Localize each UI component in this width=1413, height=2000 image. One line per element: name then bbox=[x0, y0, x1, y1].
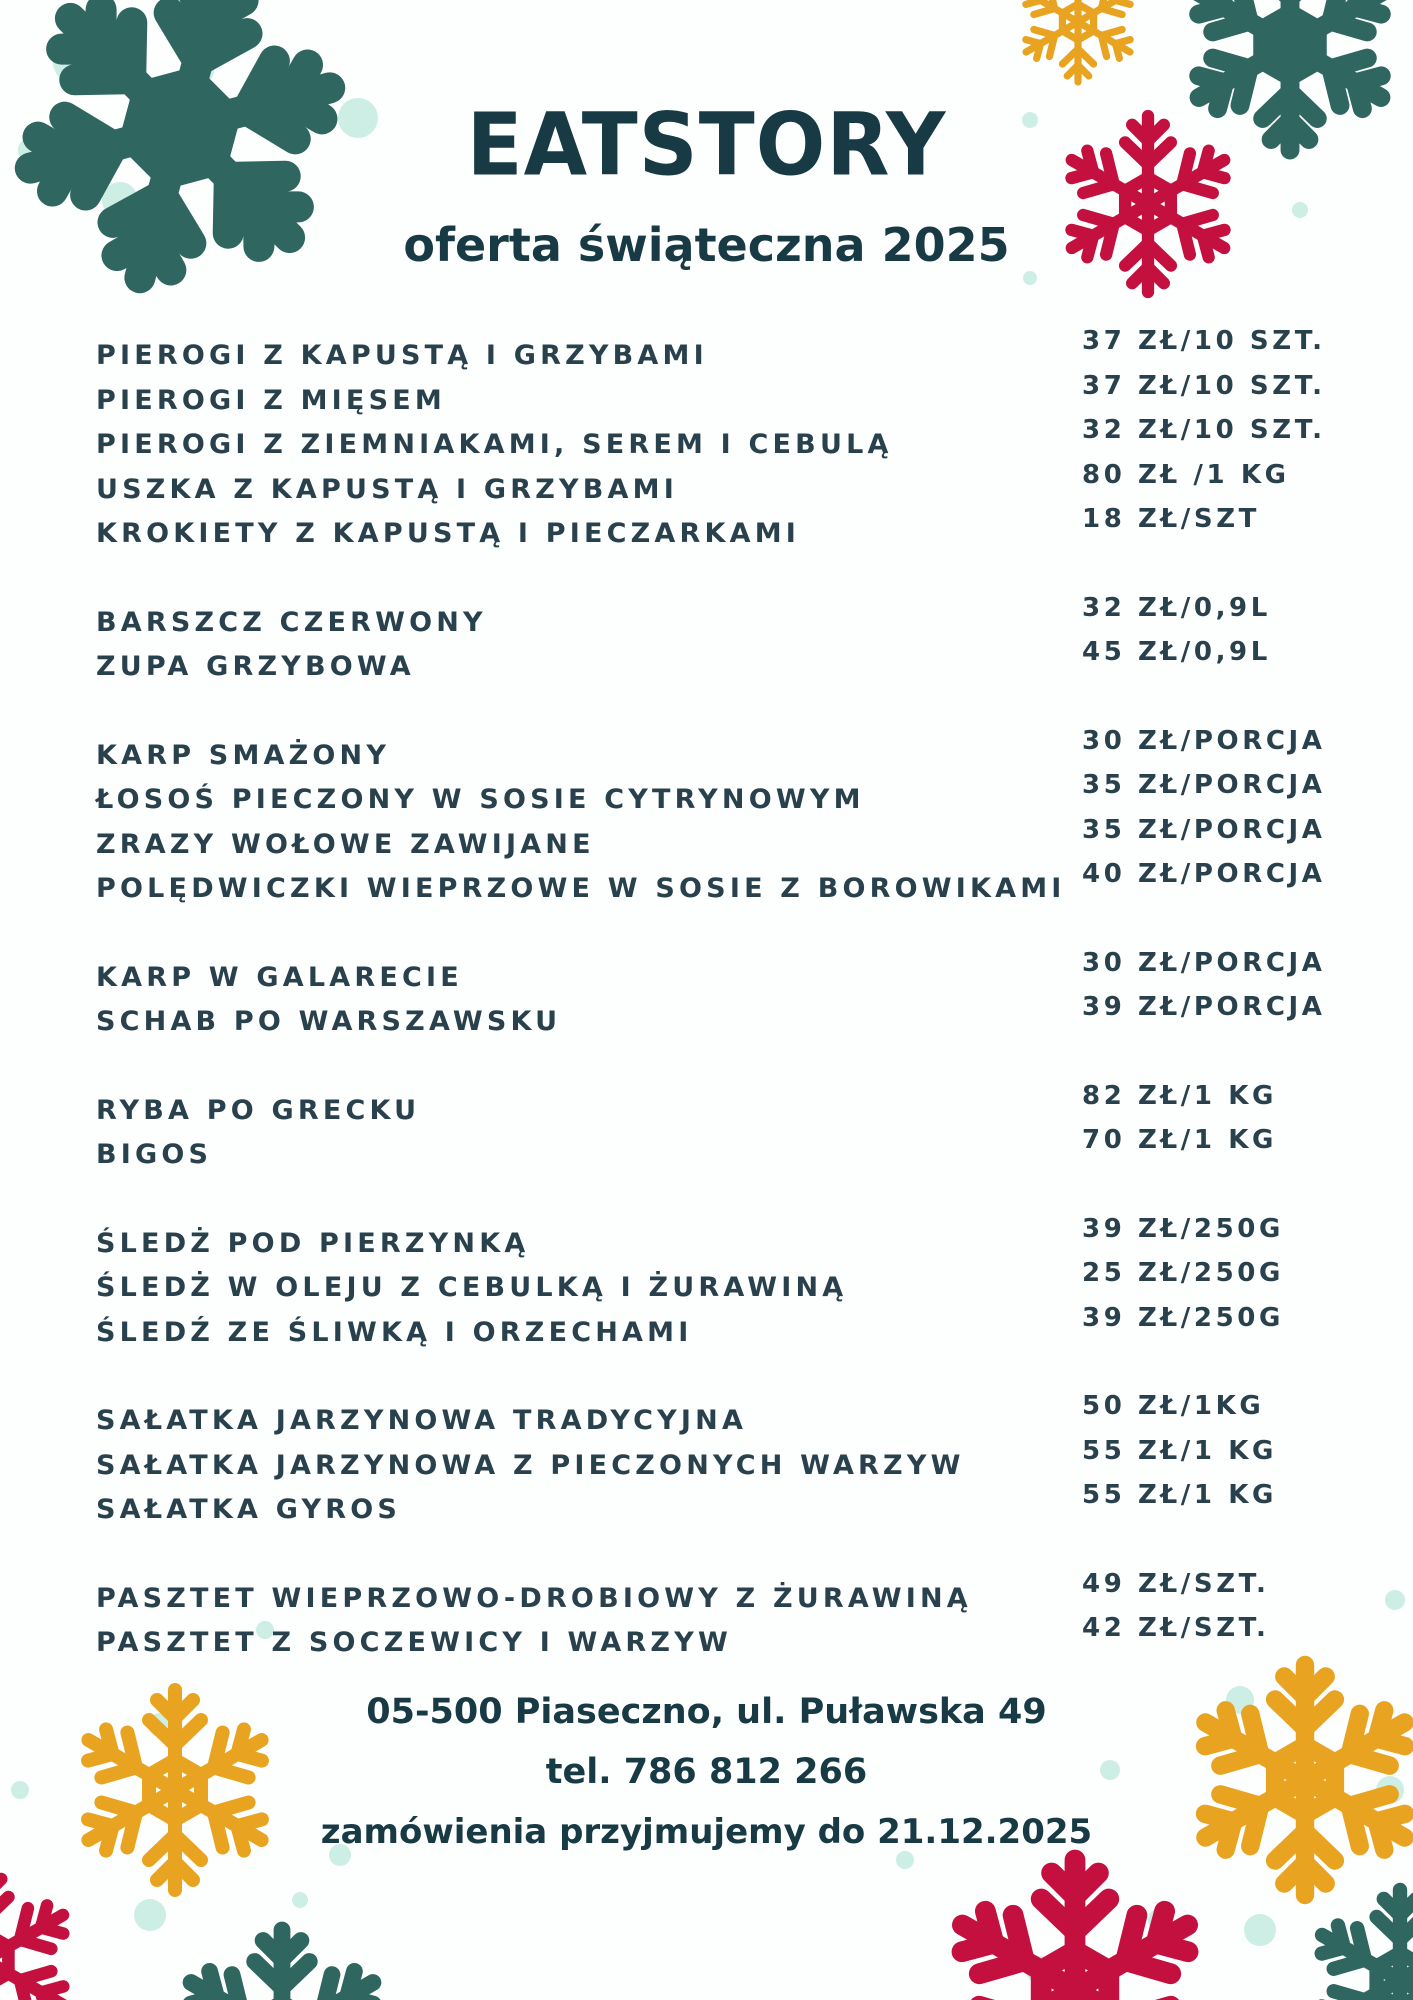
menu-item-name: SAŁATKA JARZYNOWA TRADYCYJNA bbox=[96, 1405, 748, 1436]
menu-item bbox=[96, 859, 1356, 918]
menu-item-price: 82 ZŁ/1 KG bbox=[1082, 1080, 1277, 1111]
snowflake-icon bbox=[177, 1930, 386, 2000]
menu-item-name: SAŁATKA GYROS bbox=[96, 1494, 402, 1525]
menu-item-name: ŚLEDŻ POD PIERZYNKĄ bbox=[96, 1227, 530, 1259]
menu-item bbox=[96, 637, 1356, 696]
menu-group bbox=[96, 947, 1356, 1051]
menu-item-price: 50 ZŁ/1KG bbox=[1082, 1391, 1265, 1421]
menu-item-name: PIEROGI Z ZIEMNIAKAMI, SEREM I CEBULĄ bbox=[96, 429, 893, 460]
page-title: EATSTORY bbox=[466, 95, 947, 196]
menu-group bbox=[96, 1391, 1356, 1539]
snowflake-icon bbox=[1310, 1890, 1413, 2000]
menu-item bbox=[96, 1125, 1356, 1184]
menu-item-name: ZRAZY WOŁOWE ZAWIJANE bbox=[96, 828, 595, 860]
menu-group bbox=[96, 725, 1356, 918]
menu-item-price: 18 ZŁ/SZT bbox=[1082, 504, 1260, 534]
menu-item-name: KROKIETY Z KAPUSTĄ I PIECZARKAMI bbox=[96, 518, 801, 549]
menu-item-name: PASZTET Z SOCZEWICY I WARZYW bbox=[96, 1627, 732, 1658]
footer-address: 05-500 Piaseczno, ul. Puławska 49 bbox=[366, 1692, 1047, 1732]
menu-item-price: 49 ZŁ/SZT. bbox=[1082, 1568, 1270, 1599]
menu-item-price: 30 ZŁ/PORCJA bbox=[1082, 947, 1326, 978]
menu-item-price: 55 ZŁ/1 KG bbox=[1082, 1435, 1277, 1466]
menu-item-price: 32 ZŁ/0,9L bbox=[1082, 592, 1271, 623]
menu-item-price: 37 ZŁ/10 SZT. bbox=[1082, 326, 1326, 356]
menu-group bbox=[96, 592, 1356, 696]
menu-item-name: SAŁATKA JARZYNOWA Z PIECZONYCH WARZYW bbox=[96, 1449, 965, 1481]
menu-item-price: 32 ZŁ/10 SZT. bbox=[1082, 415, 1326, 445]
menu-item-price: 39 ZŁ/PORCJA bbox=[1082, 992, 1326, 1022]
menu-item-price: 45 ZŁ/0,9L bbox=[1082, 637, 1271, 667]
footer-orders-note: zamówienia przyjmujemy do 21.12.2025 bbox=[320, 1812, 1093, 1852]
menu-item-name: USZKA Z KAPUSTĄ I GRZYBAMI bbox=[96, 473, 678, 505]
menu-item-price: 39 ZŁ/250G bbox=[1082, 1213, 1284, 1244]
menu-item-price: 42 ZŁ/SZT. bbox=[1082, 1613, 1270, 1643]
menu-item-name: PASZTET WIEPRZOWO-DROBIOWY Z ŻURAWINĄ bbox=[96, 1582, 972, 1614]
menu-item-name: PIEROGI Z MIĘSEM bbox=[96, 384, 446, 416]
menu-group bbox=[96, 1213, 1356, 1362]
menu-item bbox=[96, 992, 1356, 1051]
menu-item-price: 35 ZŁ/PORCJA bbox=[1082, 770, 1326, 800]
menu-group bbox=[96, 326, 1356, 563]
menu-item-name: KARP W GALARECIE bbox=[96, 961, 463, 993]
menu-item-name: ZUPA GRZYBOWA bbox=[96, 651, 415, 682]
menu-item-name: ŚLEDŹ ZE ŚLIWKĄ I ORZECHAMI bbox=[96, 1316, 693, 1348]
menu-item-price: 55 ZŁ/1 KG bbox=[1082, 1480, 1277, 1510]
menu-item bbox=[96, 1302, 1356, 1362]
menu-item-name: PIEROGI Z KAPUSTĄ I GRZYBAMI bbox=[96, 340, 708, 371]
menu-item-price: 70 ZŁ/1 KG bbox=[1082, 1125, 1277, 1155]
menu-item-price: 37 ZŁ/10 SZT. bbox=[1082, 370, 1326, 401]
menu-item-name: ŁOSOŚ PIECZONY W SOSIE CYTRYNOWYM bbox=[96, 784, 865, 815]
menu-group bbox=[96, 1568, 1356, 1672]
menu-item-name: SCHAB PO WARSZAWSKU bbox=[96, 1006, 562, 1037]
menu-item-name: RYBA PO GRECKU bbox=[96, 1094, 421, 1126]
menu-group bbox=[96, 1080, 1356, 1184]
footer-phone: tel. 786 812 266 bbox=[545, 1752, 868, 1792]
menu-item-price: 25 ZŁ/250G bbox=[1082, 1258, 1284, 1288]
menu-item bbox=[96, 1480, 1356, 1539]
menu-item-name: KARP SMAŻONY bbox=[96, 739, 391, 771]
menu-item-name: BIGOS bbox=[96, 1139, 213, 1170]
menu-item-price: 80 ZŁ /1 KG bbox=[1082, 459, 1290, 490]
menu-item bbox=[96, 504, 1356, 563]
menu-item-price: 39 ZŁ/250G bbox=[1082, 1302, 1284, 1333]
snowflake-icon bbox=[1018, 0, 1138, 82]
menu-item-price: 40 ZŁ/PORCJA bbox=[1082, 859, 1326, 889]
snowflake-icon bbox=[0, 1870, 75, 2000]
menu-item-price: 30 ZŁ/PORCJA bbox=[1082, 725, 1326, 756]
menu-item bbox=[96, 1613, 1356, 1672]
page-subtitle: oferta świąteczna 2025 bbox=[403, 218, 1010, 272]
menu-item-name: BARSZCZ CZERWONY bbox=[96, 606, 487, 638]
menu-list bbox=[96, 326, 1356, 1716]
menu-item-name: ŚLEDŻ W OLEJU Z CEBULKĄ I ŻURAWINĄ bbox=[96, 1272, 848, 1303]
menu-item-price: 35 ZŁ/PORCJA bbox=[1082, 814, 1326, 845]
snowflake-icon bbox=[946, 1860, 1205, 2000]
menu-item-name: POLĘDWICZKI WIEPRZOWE W SOSIE Z BOROWIKAMI bbox=[96, 873, 1066, 904]
